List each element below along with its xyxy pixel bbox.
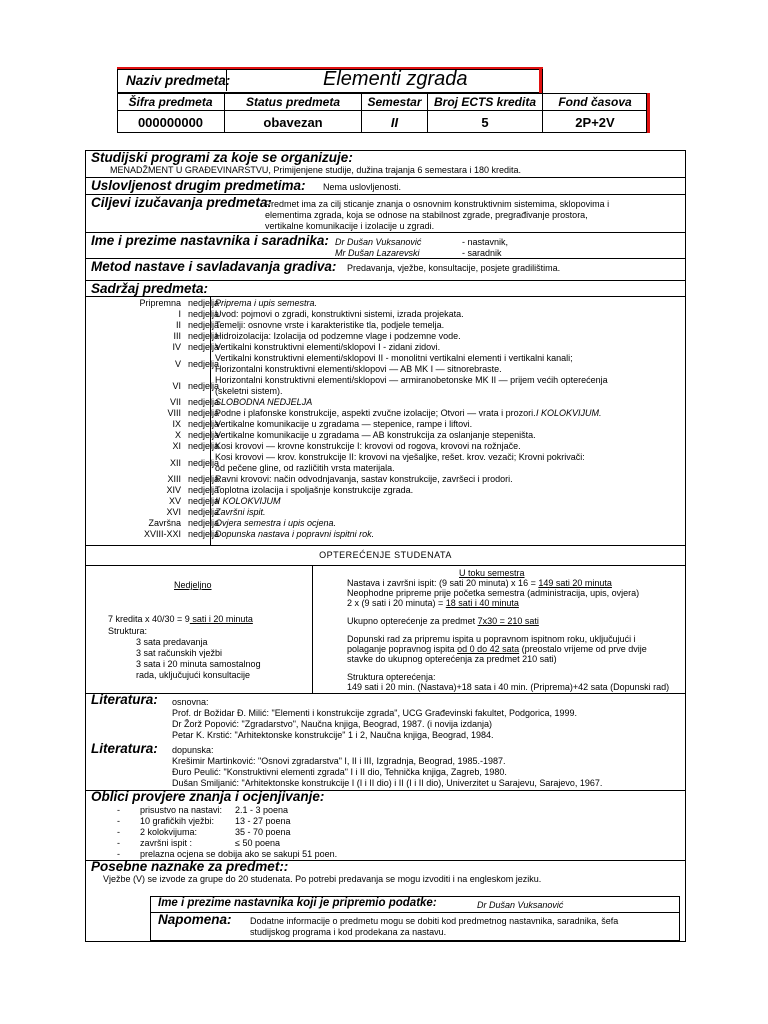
week-row xyxy=(85,419,686,430)
week-row xyxy=(85,496,686,507)
week-row xyxy=(85,408,686,419)
week-label: nedjelja xyxy=(188,474,220,484)
week-description: SLOBODNA NEDJELJA xyxy=(215,397,313,407)
week-row xyxy=(85,331,686,342)
week-row xyxy=(85,474,686,485)
ciljevi-line-2: elementima zgrada, koja se odnose na stabilnost zgrade, pregrađivanje prostora, xyxy=(265,210,588,220)
week-number: XVI xyxy=(166,507,181,517)
week-description: Kosi krovovi — krovne konstrukcije I: krovovi od rogova, krovovi na rožnjače. xyxy=(215,441,521,451)
week-number: Završna xyxy=(148,518,181,528)
grading-label: 2 kolokvijuma: xyxy=(140,827,198,837)
literatura-osnovna-heading: Literatura: xyxy=(91,692,158,707)
week-description: Kosi krovovi — krov. konstrukcije II: krovovi na vješaljke, rešet. krov. vezači; Krovni pokrivači: xyxy=(215,452,585,462)
posebne-heading: Posebne naznake za predmet:: xyxy=(91,859,289,874)
week-number: Pripremna xyxy=(139,298,181,308)
week-number: XV xyxy=(168,496,181,506)
week-description: Ovjera semestra i upis ocjena. xyxy=(215,518,337,528)
week-number: XIII xyxy=(167,474,181,484)
bullet-dash: - xyxy=(117,805,120,815)
week-row xyxy=(85,452,686,474)
oblici-heading: Oblici provjere znanja i ocjenjivanje: xyxy=(91,789,325,804)
val-fond: 2P+2V xyxy=(575,114,615,130)
week-description: Završni ispit. xyxy=(215,507,266,517)
val-semestar: II xyxy=(362,111,428,133)
week-row xyxy=(85,309,686,320)
nedjeljno-item-3: 3 sata i 20 minuta samostalnog xyxy=(136,659,261,669)
week-number: I xyxy=(178,309,181,319)
week-label: nedjelja xyxy=(188,408,220,418)
week-label: nedjelja xyxy=(188,441,220,451)
week-row xyxy=(85,298,686,309)
uslovljenost-heading: Uslovljenost drugim predmetima: xyxy=(91,178,306,193)
week-row xyxy=(85,320,686,331)
grading-value: 13 - 27 poena xyxy=(235,816,291,826)
week-row xyxy=(85,430,686,441)
week-label: nedjelja xyxy=(188,529,220,539)
grading-value: 2.1 - 3 poena xyxy=(235,805,289,815)
week-number: IX xyxy=(172,419,181,429)
nastavnik-role-2: - saradnik xyxy=(462,248,502,258)
osnovna-label: osnovna: xyxy=(172,697,209,707)
studijski-text: MENADŽMENT U GRAĐEVINARSTVU, Primijenjene studije, dužina trajanja 6 semestara i 180 kredita. xyxy=(110,165,521,175)
week-number: III xyxy=(173,331,181,341)
week-number: VI xyxy=(172,381,181,391)
grading-value: 35 - 70 poena xyxy=(235,827,291,837)
week-label: nedjelja xyxy=(188,359,220,369)
week-label: nedjelja xyxy=(188,381,220,391)
ciljevi-line-1: Predmet ima za cilj sticanje znanja o osnovnim konstruktivnim sistemima, sklopovima i xyxy=(265,199,610,209)
semestar-line-4: Ukupno opterećenje za predmet 7x30 = 210 sati xyxy=(347,616,539,626)
week-description: Vertikalne komunikacije u zgradama — stepenice, rampe i liftovi. xyxy=(215,419,473,429)
week-row xyxy=(85,375,686,397)
grading-label: prisustvo na nastavi: xyxy=(140,805,223,815)
week-description: Vertikalne komunikacije u zgradama — AB konstrukcija za oslanjanje stepeništa. xyxy=(215,430,536,440)
week-number: VII xyxy=(169,397,181,407)
nastavnik-name-2: Mr Dušan Lazarevski xyxy=(335,248,420,258)
divider xyxy=(85,693,686,694)
dopunska-ref-1: Krešimir Martinković: "Osnovi zgradarstva" I, II i III, Izgradnja, Beograd, 1985.-1987. xyxy=(172,756,506,766)
week-description: Vertikalni konstruktivni elementi/sklopovi II - monolitni vertikalni elementi i vertikalni kanali; xyxy=(215,353,573,363)
week-number: XIV xyxy=(166,485,181,495)
col-sifra: Šifra predmeta xyxy=(117,94,225,110)
osnovna-ref-3: Petar K. Krstić: "Arhitektonske konstrukcije" 1 i 2, Naučna knjiga, Beograd, 1984. xyxy=(172,730,494,740)
course-title: Elementi zgrada xyxy=(323,68,468,90)
week-label: nedjelja xyxy=(188,309,220,319)
week-number: II xyxy=(175,320,181,330)
opterecenje-title: OPTEREĆENJE STUDENATA xyxy=(319,550,452,560)
week-row xyxy=(85,529,686,540)
dopunska-ref-2: Đuro Peulić: "Konstruktivni elementi zgrada" I i II dio, Tehnička knjiga, Zagreb, 1980. xyxy=(172,767,507,777)
osnovna-ref-1: Prof. dr Božidar Đ. Milić: "Elementi i konstrukcije zgrada", UCG Građevinski fakultet, Podgorica, 1999. xyxy=(172,708,578,718)
nastavnik-name-1: Dr Dušan Vuksanović xyxy=(335,237,422,247)
grading-label: završni ispit : xyxy=(140,838,193,848)
semestar-line-3: 2 x (9 sati i 20 minuta) = 18 sati i 40 minuta xyxy=(347,598,519,608)
divider xyxy=(85,296,686,297)
semestar-line-7: stavke do ukupnog opterećenja za predmet 210 sati) xyxy=(347,654,557,664)
dopunska-ref-3: Dušan Smiljanić: "Arhitektonske konstrukcije I (I i II dio) i II (I i II dio), Univerzitet u Sarajevu, Sarajevo, 1967. xyxy=(172,778,603,788)
pripremio-name: Dr Dušan Vuksanović xyxy=(477,900,564,910)
nastavnik-heading: Ime i prezime nastavnika i saradnika: xyxy=(91,233,329,248)
week-description: Podne i plafonske konstrukcije, aspekti zvučne izolacije; Otvori — vrata i prozori. xyxy=(215,408,536,418)
week-label: nedjelja xyxy=(188,485,220,495)
osnovna-ref-2: Dr Žorž Popović: "Zgradarstvo", Naučna knjiga, Beograd, 1987. (i novija izdanja) xyxy=(172,719,493,729)
napomena-heading: Napomena: xyxy=(158,912,232,927)
week-description: Vertikalni konstruktivni elementi/sklopovi I - zidani zidovi. xyxy=(215,342,441,352)
semestar-line-1: Nastava i završni ispit: (9 sati 20 minuta) x 16 = 149 sati 20 minuta xyxy=(347,578,612,588)
week-description: Dopunska nastava i popravni ispitni rok. xyxy=(215,529,375,539)
col-ects: Broj ECTS kredita xyxy=(428,94,543,110)
week-row xyxy=(85,353,686,375)
week-description: Priprema i upis semestra. xyxy=(215,298,318,308)
week-label: nedjelja xyxy=(188,342,220,352)
semestar-line-6: polaganje popravnog ispita od 0 do 42 sata (preostalo vrijeme od prve dvije xyxy=(347,644,647,654)
nedjeljno-item-1: 3 sata predavanja xyxy=(136,637,208,647)
week-row xyxy=(85,518,686,529)
week-row xyxy=(85,342,686,353)
week-description: Horizontalni konstruktivni elementi/sklopovi — armiranobetonske MK II — prijem većih opterećenja xyxy=(215,375,608,385)
posebne-text: Vježbe (V) se izvode za grupe do 20 studenata. Po potrebi predavanja se mogu izvoditi i na engleskom jeziku. xyxy=(103,874,542,884)
nedjeljno-title: Nedjeljno xyxy=(174,580,212,590)
nastavnik-role-1: - nastavnik, xyxy=(462,237,509,247)
val-sifra: 000000000 xyxy=(117,111,225,133)
literatura-dopunska-heading: Literatura: xyxy=(91,741,158,756)
week-number: XI xyxy=(172,441,181,451)
week-label: nedjelja xyxy=(188,458,220,468)
week-label: nedjelja xyxy=(188,419,220,429)
bullet-dash: - xyxy=(117,827,120,837)
opterecenje-column-divider xyxy=(312,565,313,693)
divider xyxy=(85,565,686,566)
semestar-title: U toku semestra xyxy=(459,568,525,578)
week-description-line-2: od pečene gline, od različitih vrsta materijala. xyxy=(215,463,395,473)
col-semestar: Semestar xyxy=(362,94,428,110)
week-description: Temelji: osnovne vrste i karakteristike tla, podjele temelja. xyxy=(215,320,445,330)
week-row xyxy=(85,507,686,518)
napomena-line-1: Dodatne informacije o predmetu mogu se dobiti kod predmetnog nastavnika, saradnika, šefa xyxy=(250,916,619,926)
week-label: nedjelja xyxy=(188,518,220,528)
divider xyxy=(85,545,686,546)
week-description-line-2: Horizontalni konstruktivni elementi/sklopovi — AB MK I — sitnorebraste. xyxy=(215,364,502,374)
dopunska-label: dopunska: xyxy=(172,745,214,755)
week-description: Ravni krovovi: način odvodnjavanja, sastav konstrukcije, završeci i prodori. xyxy=(215,474,513,484)
naziv-label: Naziv predmeta: xyxy=(126,73,231,88)
metod-text: Predavanja, vježbe, konsultacije, posjete gradilištima. xyxy=(347,263,561,273)
week-description: Uvod: pojmovi o zgradi, konstruktivni sistemi, izrada projekata. xyxy=(215,309,464,319)
semestar-line-8: Struktura opterećenja: xyxy=(347,672,436,682)
ciljevi-heading: Ciljevi izučavanja predmeta: xyxy=(91,195,272,210)
col-status: Status predmeta xyxy=(225,94,362,110)
pripremio-heading: Ime i prezime nastavnika koji je pripremio podatke: xyxy=(158,897,437,909)
bullet-dash: - xyxy=(117,838,120,848)
week-description: II KOLOKVIJUM xyxy=(215,496,281,506)
grading-value: ≤ 50 poena xyxy=(235,838,280,848)
semestar-line-5: Dopunski rad za pripremu ispita u popravnom ispitnom roku, uključujući i xyxy=(347,634,636,644)
ciljevi-line-3: vertikalne komunikacije i izolacije u zgradi. xyxy=(265,221,435,231)
week-row xyxy=(85,441,686,452)
week-label: nedjelja xyxy=(188,320,220,330)
week-description: Toplotna izolacija i spoljašnje konstrukcije zgrada. xyxy=(215,485,414,495)
week-kolokvijum: I KOLOKVIJUM. xyxy=(536,408,602,418)
week-label: nedjelja xyxy=(188,298,220,308)
val-ects: 5 xyxy=(428,111,543,133)
metod-heading: Metod nastave i savladavanja gradiva: xyxy=(91,259,337,274)
col-fond: Fond časova xyxy=(558,95,632,109)
week-number: XVIII-XXI xyxy=(143,529,181,539)
nedjeljno-main: 7 kredita x 40/30 = 9 sati i 20 minuta xyxy=(108,614,253,624)
week-number: VIII xyxy=(167,408,181,418)
grading-label: 10 grafičkih vježbi: xyxy=(140,816,215,826)
bullet-dash: - xyxy=(117,816,120,826)
week-description-line-2: (skeletni sistem). xyxy=(215,386,283,396)
week-row xyxy=(85,397,686,408)
semestar-line-9: 149 sati i 20 min. (Nastava)+18 sata i 40 min. (Priprema)+42 sata (Dopunski rad) xyxy=(347,682,670,692)
week-number: X xyxy=(174,430,181,440)
nedjeljno-struktura: Struktura: xyxy=(108,626,148,636)
week-number: IV xyxy=(172,342,181,352)
week-description: Hidroizolacija: Izolacija od podzemne vlage i podzemne vode. xyxy=(215,331,461,341)
napomena-line-2: studijskog programa i kod prodekana za nastavu. xyxy=(250,927,447,937)
week-number: V xyxy=(174,359,181,369)
week-label: nedjelja xyxy=(188,496,220,506)
week-label: nedjelja xyxy=(188,430,220,440)
semestar-line-2: Neophodne pripreme prije početka semestra (administracija, upis, ovjera) xyxy=(347,588,640,598)
red-accent-right-lower xyxy=(647,93,650,133)
week-label: nedjelja xyxy=(188,507,220,517)
bullet-dash: - xyxy=(117,849,120,859)
nedjeljno-item-2: 3 sat računskih vježbi xyxy=(136,648,223,658)
nedjeljno-item-4: rada, uključujući konsultacije xyxy=(136,670,251,680)
uslovljenost-text: Nema uslovljenosti. xyxy=(323,182,402,192)
week-number: XII xyxy=(169,458,181,468)
studijski-heading: Studijski programi za koje se organizuje: xyxy=(91,150,353,165)
sadrzaj-heading: Sadržaj predmeta: xyxy=(91,281,209,296)
week-label: nedjelja xyxy=(188,331,220,341)
oblici-note: prelazna ocjena se dobija ako se sakupi 51 poen. xyxy=(140,849,338,859)
val-status: obavezan xyxy=(225,111,362,133)
week-row xyxy=(85,485,686,496)
week-label: nedjelja xyxy=(188,397,220,407)
